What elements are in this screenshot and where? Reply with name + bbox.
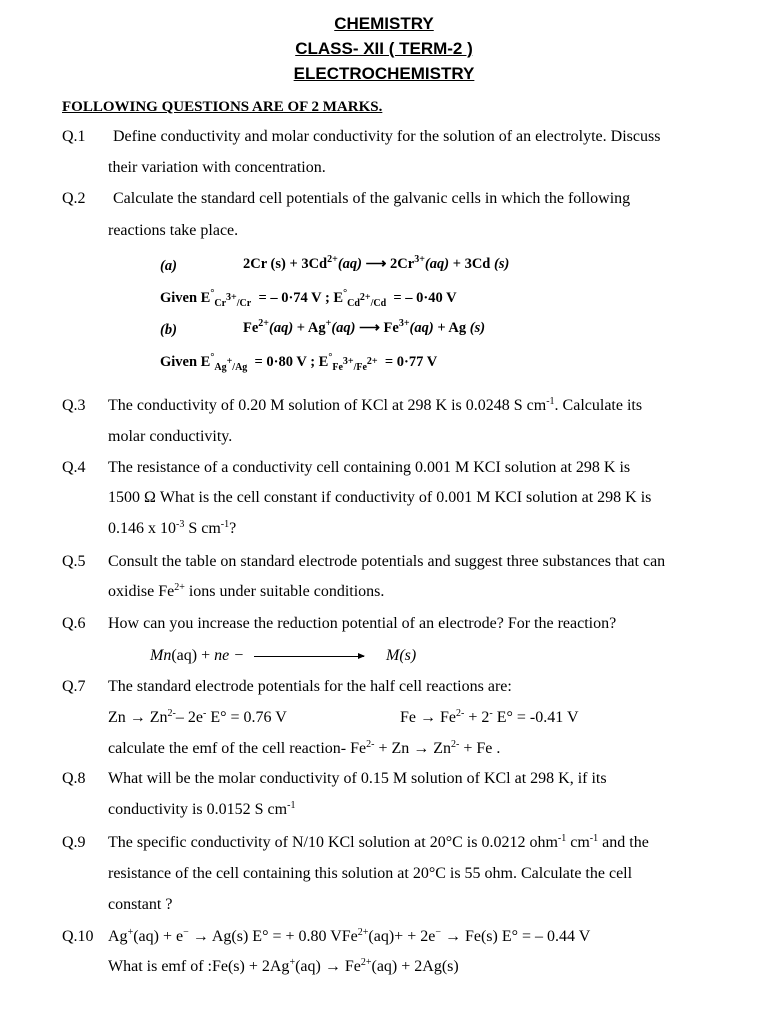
question-text: The conductivity of 0.20 M solution of KCl at 298 K is 0.0248 S $cm^{-1}$. Calculate its bbox=[108, 396, 643, 414]
question-text: What is emf of :Fe(s) + $2Ag^+(aq) \to Fe^{2+}(aq) + 2Ag(s)$ bbox=[108, 957, 459, 975]
question-number: Q.1 bbox=[62, 128, 86, 145]
question-text: 1500 Ω What is the cell constant if conductivity of 0.001 M KCI solution at 298 K is bbox=[108, 489, 652, 506]
question-number: Q.10 bbox=[62, 928, 94, 945]
doc-class: CLASS- XII ( TERM-2 ) bbox=[295, 39, 473, 58]
given-potentials: Given $E^\circ_{Cr^{3+}/Cr}$ = – 0·74 V ; $E^\circ_{Cd^{2+}/Cd}$ = – 0·40 V bbox=[160, 288, 457, 309]
question-number: Q.7 bbox=[62, 678, 86, 695]
question-text: How can you increase the reduction potential of an electrode? For the reaction? bbox=[108, 615, 617, 632]
question-text: 0.146 x $10^{-3}$ S $cm^{-1}$? bbox=[108, 519, 237, 537]
reaction-arrow-icon bbox=[254, 656, 364, 657]
section-heading: FOLLOWING QUESTIONS ARE OF 2 MARKS. bbox=[62, 99, 383, 115]
question-text: Calculate the standard cell potentials of the galvanic cells in which the following bbox=[113, 190, 631, 207]
question-number: Q.8 bbox=[62, 770, 86, 787]
doc-subject: CHEMISTRY bbox=[334, 14, 434, 33]
question-number: Q.9 bbox=[62, 834, 86, 851]
question-text: reactions take place. bbox=[108, 222, 239, 239]
question-text: molar conductivity. bbox=[108, 428, 233, 445]
question-number: Q.6 bbox=[62, 615, 86, 632]
reaction-equation: $Fe^{2+}(aq) + Ag^+(aq)$ ⟶ $Fe^{3+}(aq) + Ag$ (s) bbox=[243, 318, 486, 336]
reaction-label: (b) bbox=[160, 322, 177, 338]
half-reaction: $Fe \to Fe^{2-} + 2^-$ E° = -0.41 V bbox=[400, 708, 579, 726]
question-text: oxidise $Fe^{2+}$ ions under suitable conditions. bbox=[108, 582, 385, 600]
doc-chapter: ELECTROCHEMISTRY bbox=[293, 64, 475, 83]
given-potentials: Given $E^\circ_{Ag^+/Ag} = 0\cdot 80$ V ; $E^\circ_{Fe^{3+}/Fe^{2+}} = 0\cdot 77$ V bbox=[160, 352, 438, 373]
question-text: Ag+(aq) + e− → Ag(s) E° = + 0.80 VFe$^{2+}$(aq)+ + 2e− → Fe(s) E° = – 0.44 V bbox=[108, 927, 591, 945]
question-text: The resistance of a conductivity cell containing 0.001 M KCI solution at 298 K is bbox=[108, 459, 631, 476]
question-text: Consult the table on standard electrode potentials and suggest three substances that can bbox=[108, 553, 666, 570]
question-number: Q.2 bbox=[62, 190, 86, 207]
question-text: The specific conductivity of N/10 KCl solution at 20°C is 0.0212 ohm$^{-1}$ $cm^{-1}$ and the bbox=[108, 833, 649, 851]
question-text: What will be the molar conductivity of 0.15 M solution of KCl at 298 K, if its bbox=[108, 770, 607, 787]
question-text: The standard electrode potentials for the half cell reactions are: bbox=[108, 678, 512, 695]
question-number: Q.5 bbox=[62, 553, 86, 570]
question-text: their variation with concentration. bbox=[108, 159, 326, 176]
question-text: constant ? bbox=[108, 896, 173, 913]
reaction-equation: Mn(aq) + ne − M(s) bbox=[150, 647, 417, 664]
question-text: conductivity is 0.0152 S $cm^{-1}$ bbox=[108, 800, 296, 818]
reaction-equation: 2Cr $(s) + 3Cd^{2+}(aq)$ ⟶ $2Cr^{3+}(aq) + 3Cd$ (s) bbox=[243, 254, 510, 272]
question-number: Q.4 bbox=[62, 459, 86, 476]
half-reaction: $Zn \to Zn^{2-}-$ 2e- E° = 0.76 V bbox=[108, 708, 287, 726]
question-text: Define conductivity and molar conductivity for the solution of an electrolyte. Discuss bbox=[113, 128, 661, 145]
question-number: Q.3 bbox=[62, 397, 86, 414]
question-text: calculate the emf of the cell reaction- $Fe^{2-} + Zn \to Zn^{2-} + Fe$ . bbox=[108, 739, 501, 757]
question-text: resistance of the cell containing this solution at 20°C is 55 ohm. Calculate the cell bbox=[108, 865, 633, 882]
reaction-label: (a) bbox=[160, 258, 177, 274]
